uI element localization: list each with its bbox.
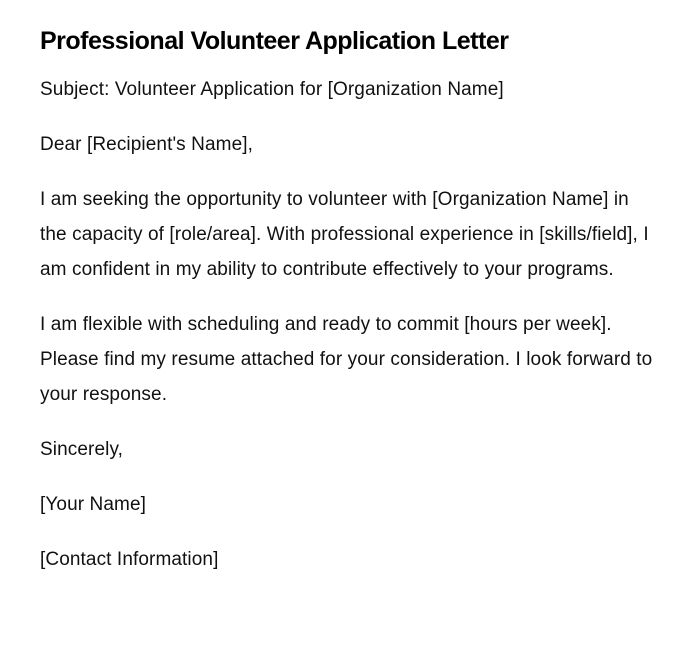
letter-contact-info: [Contact Information] xyxy=(40,549,219,570)
letter-body-paragraph-1: I am seeking the opportunity to volunteer with [Organization Name] in the capacity of [role/area]. With professional experience in [skills/field], I am confident in my ability to contribute effectively to your programs. xyxy=(40,189,649,280)
letter-title: Professional Volunteer Application Letter xyxy=(40,27,509,55)
letter-signature-name: [Your Name] xyxy=(40,494,147,515)
letter-closing: Sincerely, xyxy=(40,439,124,460)
letter-salutation: Dear [Recipient's Name], xyxy=(40,134,253,155)
letter-body-paragraph-2: I am flexible with scheduling and ready to commit [hours per week]. Please find my resume attached for your consideration. I look forward to your response. xyxy=(40,314,653,405)
letter-subject: Subject: Volunteer Application for [Organization Name] xyxy=(40,79,504,100)
